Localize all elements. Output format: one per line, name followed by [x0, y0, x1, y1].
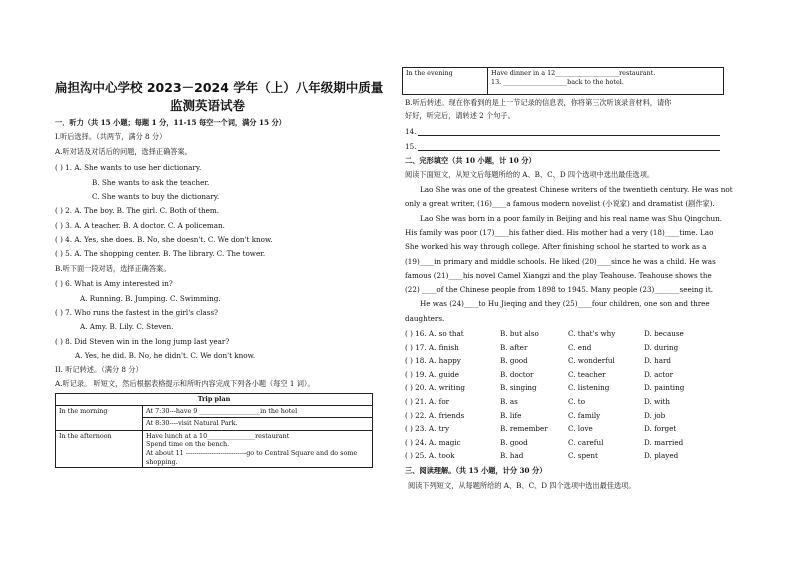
- afternoon-row-2: Spend time on the bench.: [146, 440, 230, 449]
- answer-14-label: 14.: [405, 127, 417, 136]
- passage-line: (19)____in primary and middle schools. He liked (20)____since he was a child. He was: [405, 256, 716, 266]
- cloze-option: C. listening: [568, 383, 610, 393]
- question-7-options: A. Amy. B. Lily. C. Steven.: [80, 322, 174, 331]
- evening-label: In the evening: [403, 68, 488, 95]
- trip-plan-table-continued: [402, 67, 724, 95]
- cloze-option: B. after: [500, 342, 528, 352]
- cloze-option: B. singing: [500, 383, 537, 393]
- cloze-question: ( ) 19. A. guide: [405, 369, 460, 379]
- cloze-option: C. love: [568, 424, 593, 434]
- afternoon-row-3: At about 11 ----------------------------go to Central Square and do some: [146, 448, 358, 457]
- part-2-header: II. 听记转述。（满分 8 分）: [55, 365, 143, 374]
- cloze-question: ( ) 21. A. for: [405, 397, 450, 406]
- cloze-option: D. because: [644, 329, 684, 338]
- afternoon-label: In the afternoon: [56, 430, 143, 468]
- question-1-option-c: C. She wants to buy the dictionary.: [92, 192, 220, 201]
- evening-cell: [488, 68, 724, 95]
- morning-label: In the morning: [56, 405, 143, 430]
- question-4: ( ) 4. A. Yes, she does. B. No, she doesn't. C. We don't know.: [55, 235, 273, 244]
- section-3-instructions: 阅读下列短文，从每题所给的 A、B、C、D 四个选项中选出最佳选项。: [408, 481, 636, 490]
- passage-line: daughters.: [405, 313, 445, 323]
- question-8: ( ) 8. Did Steven win in the long jump last year?: [55, 337, 230, 346]
- question-8-options: A. Yes, he did. B. No, he didn't. C. We don't know.: [75, 351, 256, 360]
- question-3: ( ) 3. A. A teacher. B. A doctor. C. A policeman.: [55, 221, 225, 230]
- passage-line: Lao She was born in a poor family in Beijing and his real name was Shu Qingchun.: [420, 213, 723, 223]
- question-1: ( ) 1. A. She wants to use her dictionary.: [55, 163, 202, 172]
- section-3-header: 三、阅读理解。（共 15 小题，计分 30 分）: [405, 466, 547, 475]
- cloze-question: ( ) 25. A. took: [405, 451, 455, 461]
- evening-row-2: 13. ____________________back to the hotel.: [491, 77, 624, 86]
- cloze-option: C. family: [568, 410, 601, 420]
- cloze-question: ( ) 24. A. magic: [405, 437, 461, 447]
- trip-plan-title: Trip plan: [56, 394, 373, 406]
- cloze-option: D. painting: [644, 383, 685, 393]
- cloze-option: B. had: [500, 451, 524, 461]
- part-b-header: B.听下面一段对话，选择正确答案。: [55, 264, 171, 273]
- cloze-option: C. teacher: [568, 369, 606, 379]
- page-title-line2: 监测英语试卷: [170, 98, 246, 113]
- cloze-option: C. spent: [568, 451, 598, 461]
- cloze-question: ( ) 18. A. happy: [405, 356, 461, 366]
- cloze-option: B. but also: [500, 329, 539, 338]
- cloze-option: D. played: [644, 451, 679, 461]
- passage-line: (22) ____of the Chinese people from 1898 to 1945. Many people (23)_______seeing it.: [405, 285, 713, 295]
- passage-line: His family was poor (17)____his father died. His mother had a very (18)____time. Lao: [405, 227, 714, 237]
- morning-row-2: At 8:30----visit Natural Park.: [143, 418, 373, 431]
- afternoon-row-4: shopping.: [146, 457, 178, 466]
- cloze-option: C. that's why: [568, 329, 616, 338]
- question-5: ( ) 5. A. The shopping center. B. The library. C. The tower.: [55, 249, 266, 258]
- cloze-question: ( ) 22. A. friends: [405, 410, 465, 420]
- cloze-option: B. life: [500, 410, 522, 420]
- answer-15-line: [418, 150, 720, 151]
- cloze-question: ( ) 23. A. try: [405, 424, 450, 434]
- cloze-option: D. hard: [644, 356, 672, 366]
- passage-line: only a great writer, (16)____a famous modern novelist (小说家) and dramatist (剧作家).: [405, 199, 715, 209]
- page-title-line1: 扁担沟中心学校 2023－2024 学年（上）八年级期中质量: [55, 80, 384, 95]
- section-1-header: 一．听力（共 15 小题；每题 1 分，11-15 每空一个词，满分 15 分）: [55, 118, 286, 127]
- passage-line: He was (24)____to Hu Jieqing and they (25)____four children, one son and three: [420, 299, 710, 309]
- cloze-option: D. married: [644, 437, 684, 447]
- cloze-option: D. with: [644, 397, 671, 406]
- cloze-question: ( ) 20. A. writing: [405, 383, 465, 393]
- cloze-option: B. doctor: [500, 369, 534, 379]
- passage-line: famous (21)____his novel Camel Xiangzi and the play Teahouse. Teahouse shows the: [405, 270, 712, 280]
- cloze-option: D. actor: [644, 369, 674, 379]
- question-6: ( ) 6. What is Amy interested in?: [55, 279, 173, 288]
- section-2-instructions: 阅读下面短文，从短文后每题所给的 A、B、C、D 四个选项中选出最佳选项。: [405, 170, 655, 179]
- passage-line: She worked his way through college. After finishing school he started to work as a: [405, 242, 707, 252]
- evening-row-1: Have dinner in a 12____________________restaurant.: [491, 69, 656, 77]
- morning-row-1: At 7:30---have 9 ___________________in the hotel: [143, 405, 373, 418]
- answer-15-label: 15.: [405, 142, 417, 151]
- cloze-question: ( ) 17. A. finish: [405, 342, 459, 352]
- cloze-option: D. job: [644, 410, 666, 420]
- question-6-options: A. Running. B. Jumping. C. Swimming.: [80, 294, 221, 303]
- cloze-option: C. to: [568, 397, 586, 406]
- question-1-option-b: B. She wants to ask the teacher.: [92, 178, 210, 187]
- part-a2-header: A.听记录。 听短文，然后根据表格提示和所听内容完成下列各小题（每空 1 词）。: [55, 379, 315, 388]
- cloze-option: B. as: [500, 397, 518, 406]
- answer-14-line: [418, 135, 720, 136]
- cloze-option: B. good: [500, 356, 528, 366]
- part-1-header: I.听后选择。（共两节，满分 8 分）: [55, 132, 167, 141]
- trip-plan-table: [55, 393, 373, 468]
- cloze-option: B. good: [500, 437, 528, 447]
- afternoon-row-1: Have lunch at a 10_______________restaurant: [146, 431, 290, 440]
- question-2: ( ) 2. A. The boy. B. The girl. C. Both of them.: [55, 206, 220, 215]
- cloze-option: B. remember: [500, 424, 548, 434]
- section-2-header: 二、完形填空（共 10 小题，计 10 分）: [405, 156, 536, 165]
- cloze-option: C. wonderful: [568, 356, 615, 366]
- cloze-option: C. end: [568, 342, 592, 352]
- part-b2-header-2: 好好，听完后，请转述 2 个句子。: [405, 111, 515, 120]
- part-a-header: A.听对话及对话后的问题，选择正确答案。: [55, 147, 192, 156]
- cloze-question: ( ) 16. A. so that: [405, 329, 464, 338]
- cloze-option: D. during: [644, 342, 679, 352]
- cloze-option: C. careful: [568, 437, 604, 447]
- part-b2-header: B.听后转述。现在你看到的是上一节记录的信息表，你将第三次听该录音材料，请你: [405, 98, 672, 107]
- cloze-option: D. forget: [644, 424, 677, 434]
- afternoon-cell: [143, 430, 373, 468]
- passage-line: Lao She was one of the greatest Chinese writers of the twentieth century. He was not: [420, 185, 733, 194]
- question-7: ( ) 7. Who runs the fastest in the girl's class?: [55, 308, 218, 317]
